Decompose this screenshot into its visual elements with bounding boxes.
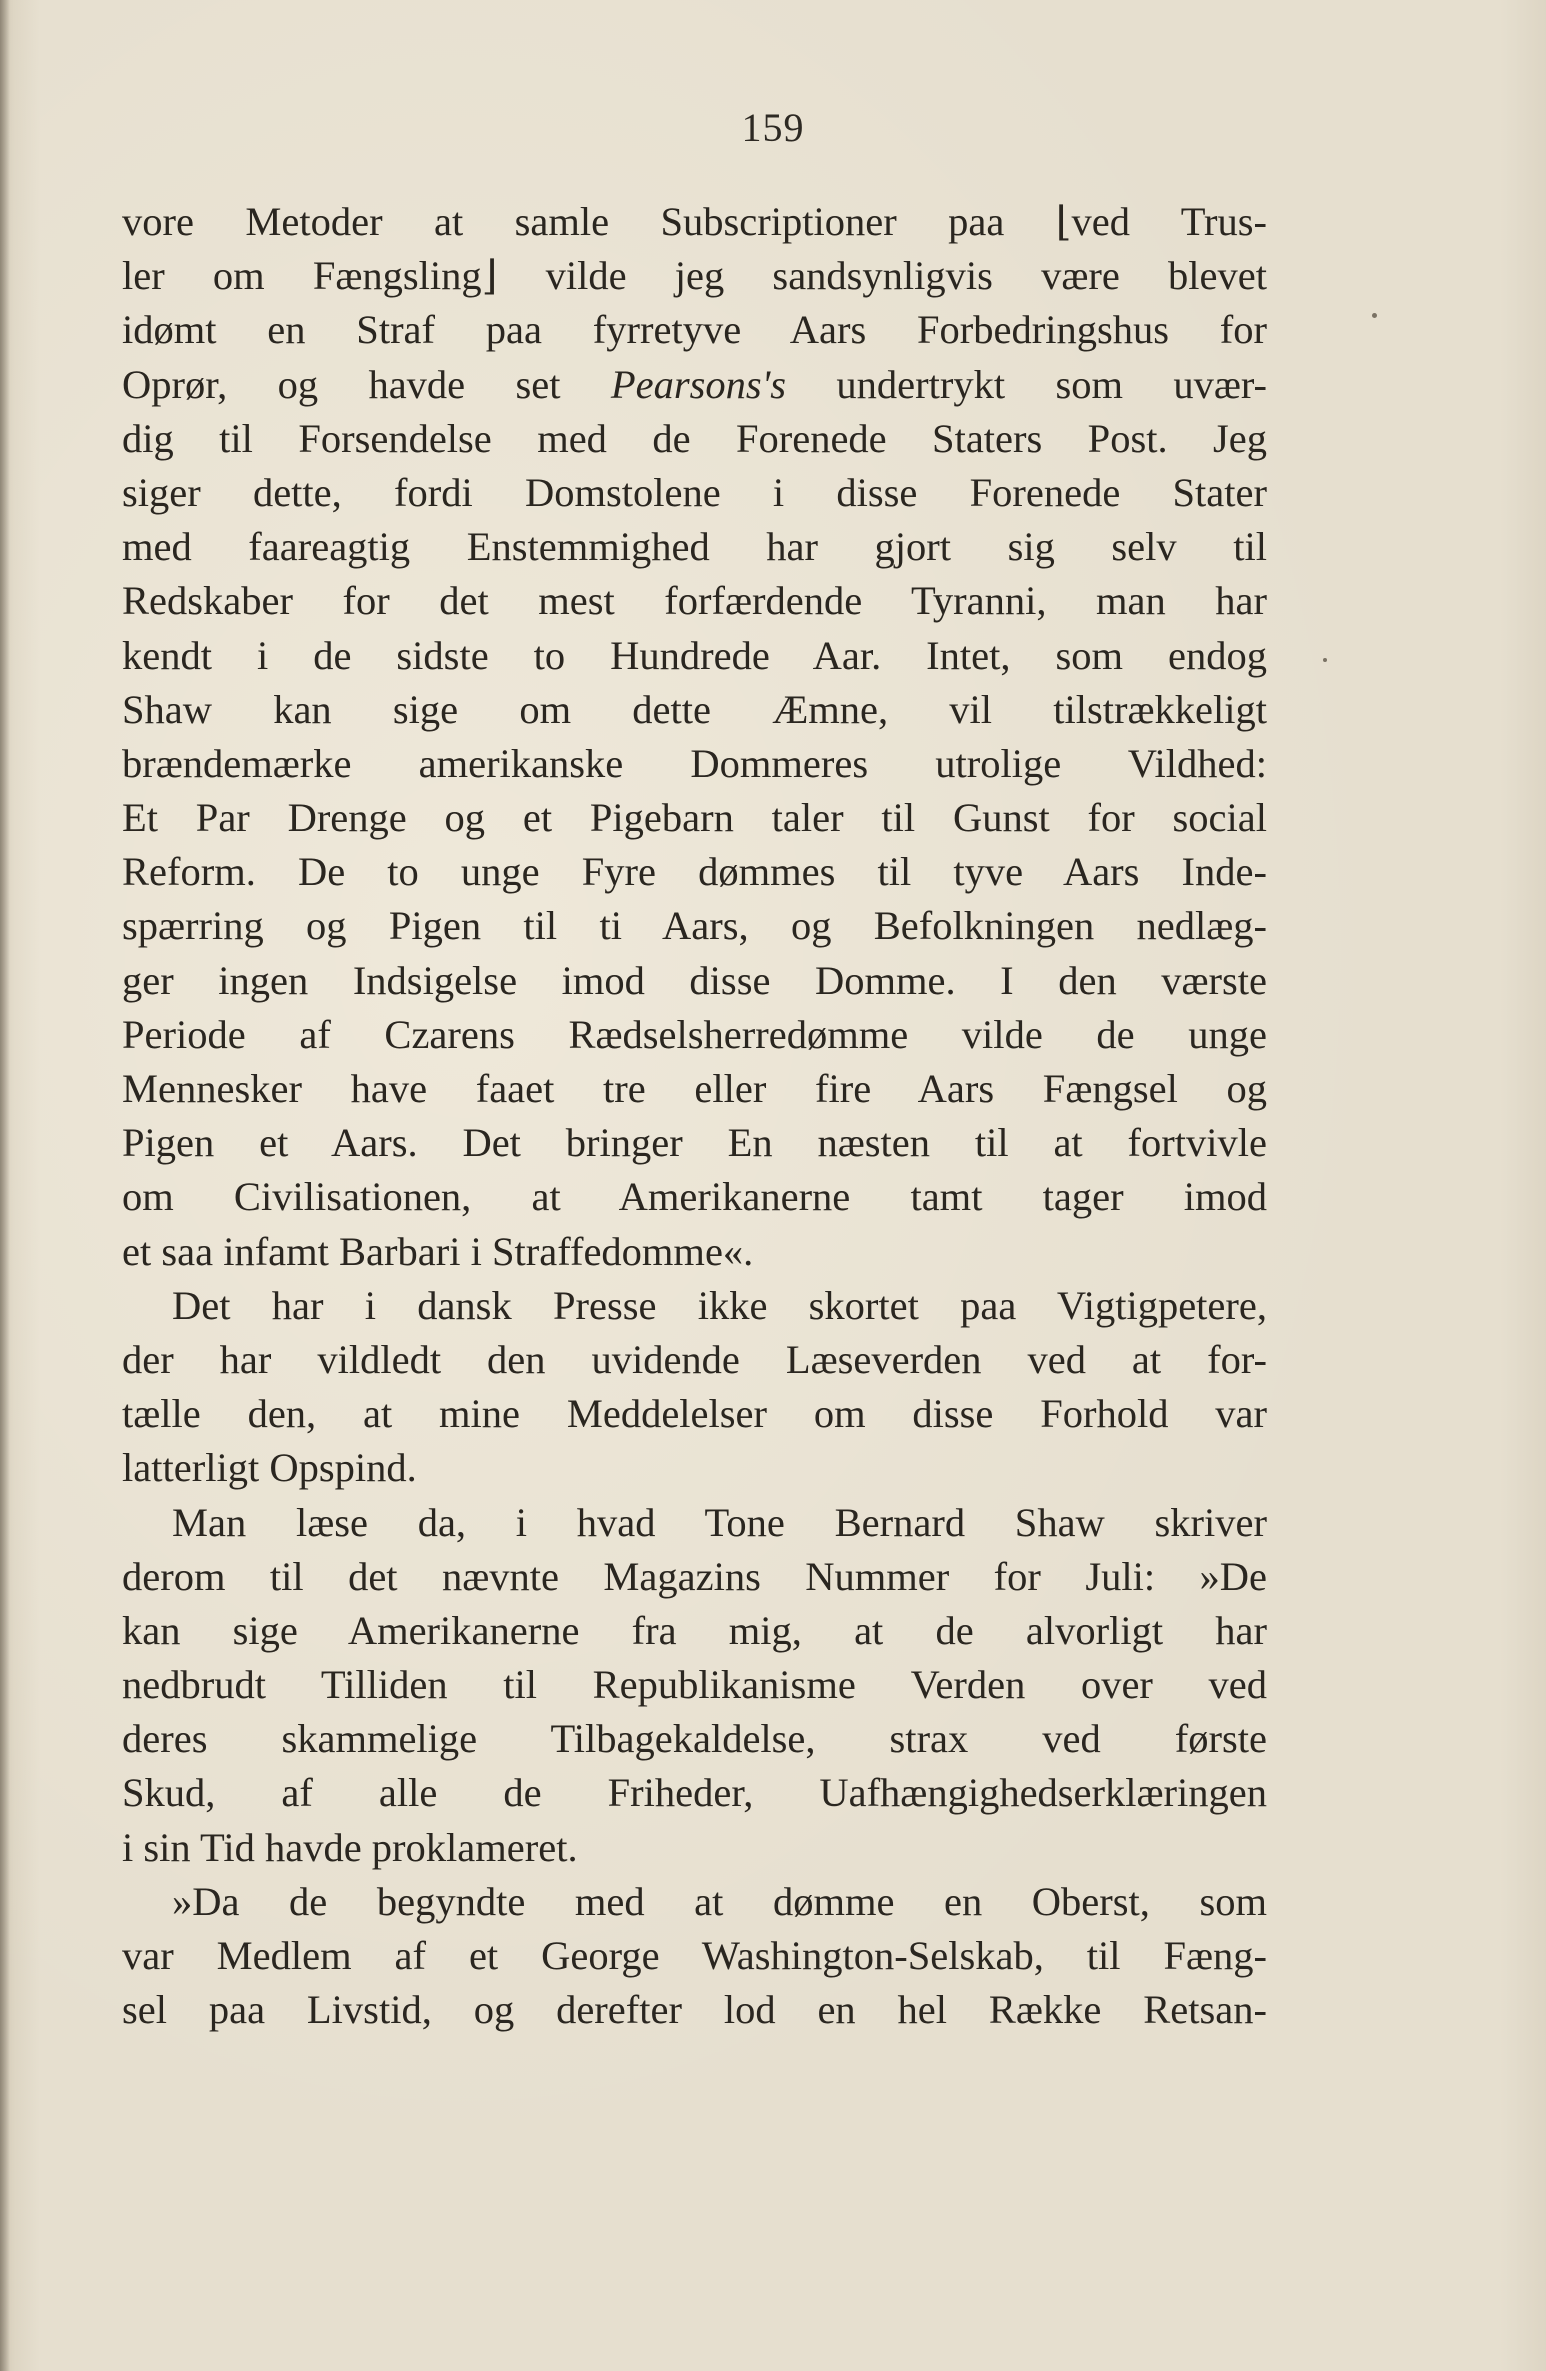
text-line xyxy=(122,1929,1267,1983)
line-text: spærring og Pigen til ti Aars, og Befolkningen nedlæg- xyxy=(122,903,1267,949)
line-text: kan sige Amerikanerne fra mig, at de alvorligt har xyxy=(122,1607,1267,1653)
line-text: tælle den, at mine Meddelelser om disse Forhold var xyxy=(122,1391,1267,1437)
text-line xyxy=(122,303,1267,357)
body-text xyxy=(122,195,1267,2037)
text-line xyxy=(122,1604,1267,1658)
line-text: latterligt Opspind. xyxy=(122,1445,417,1491)
line-text: Shaw kan sige om dette Æmne, vil tilstrækkeligt xyxy=(122,686,1267,732)
text-line xyxy=(122,195,1267,249)
line-text: idømt en Straf paa fyrretyve Aars Forbedringshus for xyxy=(122,307,1267,353)
line-text: Oprør, og havde set xyxy=(122,361,611,407)
line-text: et saa infamt Barbari i Straffedomme«. xyxy=(122,1228,754,1274)
line-text: med faareagtig Enstemmighed har gjort sig selv til xyxy=(122,524,1267,570)
text-line xyxy=(122,249,1267,303)
line-text: Et Par Drenge og et Pigebarn taler til Gunst for social xyxy=(122,795,1267,841)
text-line xyxy=(122,954,1267,1008)
paper-speck xyxy=(1323,658,1327,662)
text-line xyxy=(122,1496,1267,1550)
line-text: Man læse da, i hvad Tone Bernard Shaw skriver xyxy=(172,1499,1267,1545)
text-line xyxy=(122,1008,1267,1062)
line-text: »Da de begyndte med at dømme en Oberst, som xyxy=(172,1878,1267,1924)
text-line xyxy=(122,412,1267,466)
text-line xyxy=(122,1170,1267,1224)
text-line xyxy=(122,358,1267,412)
line-text: brændemærke amerikanske Dommeres utrolige Vildhed: xyxy=(122,740,1267,786)
text-line xyxy=(122,899,1267,953)
line-text: siger dette, fordi Domstolene i disse Forenede Stater xyxy=(122,469,1267,515)
text-line xyxy=(122,1225,1267,1279)
line-text: Pigen et Aars. Det bringer En næsten til at fortvivle xyxy=(122,1120,1267,1166)
line-text: deres skammelige Tilbagekaldelse, strax ved første xyxy=(122,1716,1267,1762)
line-text: Mennesker have faaet tre eller fire Aars Fængsel og xyxy=(122,1066,1267,1111)
text-line xyxy=(122,466,1267,520)
text-line xyxy=(122,1387,1267,1441)
line-text: Redskaber for det mest forfærdende Tyranni, man har xyxy=(122,578,1267,624)
line-text-continued: undertrykt som uvær- xyxy=(786,361,1267,407)
line-text: sel paa Livstid, og derefter lod en hel Række Retsan- xyxy=(122,1987,1267,2033)
text-line xyxy=(122,683,1267,737)
text-line xyxy=(122,1658,1267,1712)
text-line xyxy=(122,1116,1267,1170)
line-text: Reform. De to unge Fyre dømmes til tyve Aars Inde- xyxy=(122,849,1267,895)
page-number: 159 xyxy=(741,105,805,150)
text-line xyxy=(122,1821,1267,1875)
text-line xyxy=(122,1062,1267,1116)
line-text: var Medlem af et George Washington-Selskab, til Fæng- xyxy=(122,1933,1267,1978)
text-line xyxy=(122,629,1267,683)
text-line xyxy=(122,574,1267,628)
line-text: dig til Forsendelse med de Forenede Staters Post. Jeg xyxy=(122,415,1267,461)
italic-title: Pearsons's xyxy=(610,361,787,407)
line-text: Det har i dansk Presse ikke skortet paa Vigtigpetere, xyxy=(172,1282,1267,1328)
text-line xyxy=(122,791,1267,845)
text-line xyxy=(122,1766,1267,1820)
text-line xyxy=(122,737,1267,791)
line-text: derom til det nævnte Magazins Nummer for Juli: »De xyxy=(122,1553,1267,1599)
line-text: i sin Tid havde proklameret. xyxy=(122,1824,578,1870)
line-text: kendt i de sidste to Hundrede Aar. Intet, som endog xyxy=(122,632,1267,678)
text-line xyxy=(122,1875,1267,1929)
line-text: Skud, af alle de Friheder, Uafhængighedserklæringen xyxy=(122,1770,1267,1816)
text-line xyxy=(122,1550,1267,1604)
line-text: nedbrudt Tilliden til Republikanisme Verden over ved xyxy=(122,1662,1267,1708)
text-line xyxy=(122,1279,1267,1333)
paper-speck xyxy=(1372,313,1377,318)
text-line xyxy=(122,1333,1267,1387)
text-line xyxy=(122,1983,1267,2037)
line-text: vore Metoder at samle Subscriptioner paa ⌊ved Trus- xyxy=(122,199,1267,244)
line-text: ger ingen Indsigelse imod disse Domme. I den værste xyxy=(122,957,1267,1003)
spine-shadow xyxy=(0,0,10,2371)
line-text: der har vildledt den uvidende Læseverden ved at for- xyxy=(122,1336,1267,1382)
text-line xyxy=(122,520,1267,574)
line-text: om Civilisationen, at Amerikanerne tamt tager imod xyxy=(122,1174,1267,1220)
text-line xyxy=(122,1441,1267,1495)
text-line xyxy=(122,1712,1267,1766)
line-text: ler om Fængsling⌋ vilde jeg sandsynligvis være blevet xyxy=(122,253,1267,299)
text-line xyxy=(122,845,1267,899)
line-text: Periode af Czarens Rædselsherredømme vilde de unge xyxy=(122,1011,1267,1057)
